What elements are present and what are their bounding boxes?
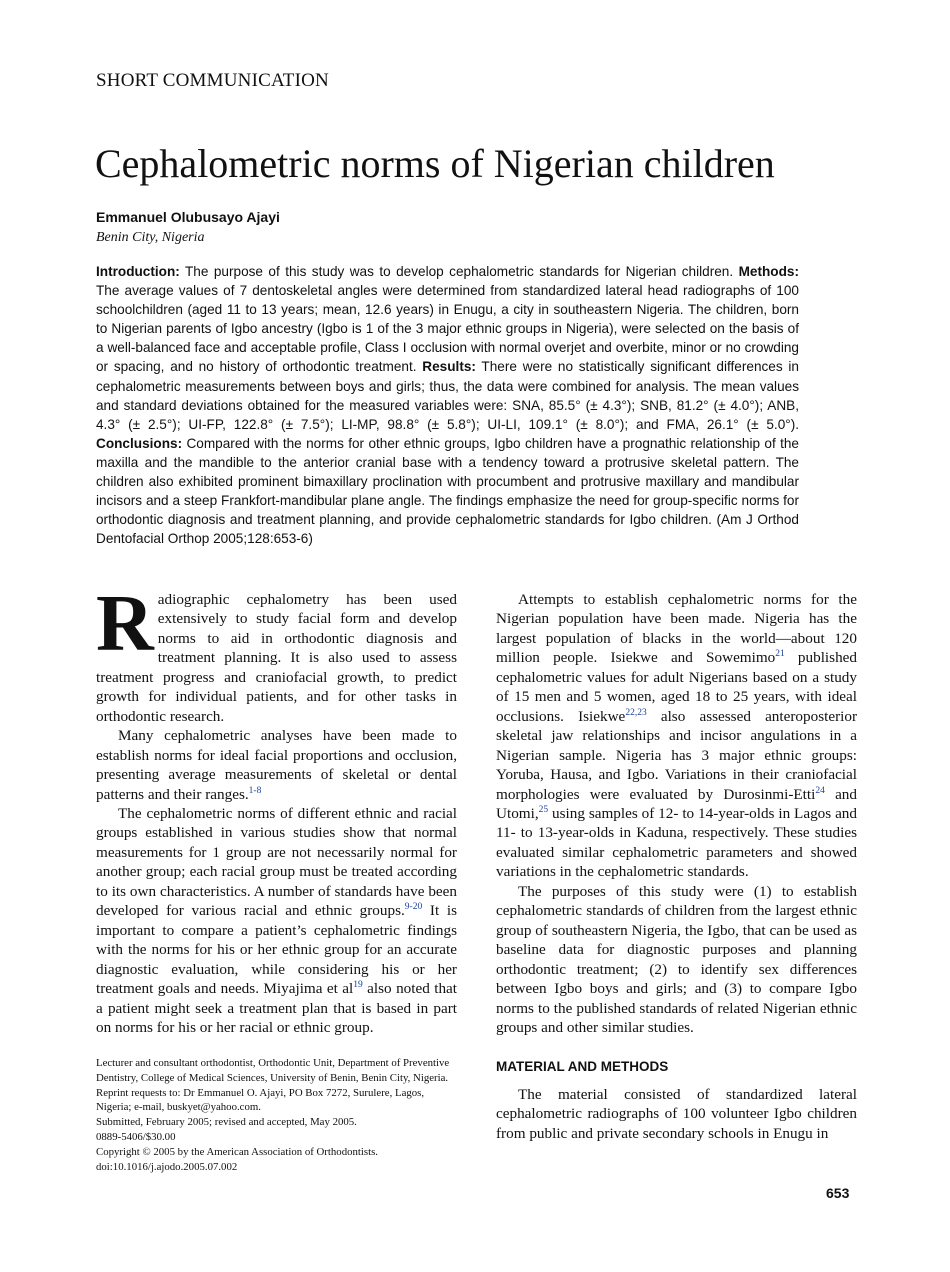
text-run: There were no statistically significant differences in cephalometric measurements between boys and girls; thus, the data were combined for analysis. The mean values and standard deviations obtained for the measured variables were: SNA, 85.5° (± 4.3°); SNB, 81.2° (± 4.0°); ANB, 4.3° (± 2.5°); UI-FP, 122.8° (± 7.5°); LI-MP, 98.8° (± 5.8°); UI-LI, 109.1° (± 8.0°); and FMA, 26.1° (± 5.0°). xyxy=(96,359,799,432)
citation-link[interactable]: 24 xyxy=(815,785,825,796)
text-run: The purpose of this study was to develop cephalometric standards for Nigerian children. xyxy=(179,264,739,279)
text-run: The cephalometric norms of different ethnic and racial groups established in various studies show that normal measurements for 1 group are not necessarily normal for another group; each racial group must be treated according to its own characteristics. A number of standards have been developed for various racial and ethnic groups. xyxy=(96,804,457,920)
text-run: and Utomi, xyxy=(496,785,857,822)
body-left-column xyxy=(96,580,458,1037)
paragraph xyxy=(96,726,457,804)
abstract-heading: Introduction: xyxy=(96,264,180,279)
paragraph xyxy=(496,590,857,882)
paragraph xyxy=(96,580,457,726)
paragraph xyxy=(496,1085,857,1143)
abstract xyxy=(96,262,799,548)
paragraph xyxy=(496,882,857,1038)
page-number: 653 xyxy=(826,1185,850,1201)
text-run: Compared with the norms for other ethnic groups, Igbo children have a prognathic relationship of the maxilla and the mandible to the anterior cranial base with a tendency toward a protrusive skeletal pattern. The children also exhibited prominent bimaxillary proclination with procumbent and protrusive maxillary and mandibular incisors and a steep Frankfort-mandibular plane angle. The findings emphasize the need for group-specific norms for orthodontic diagnosis and treatment planning, and provide cephalometric standards for Igbo children. (Am J Orthod Dentofacial Orthop 2005;128:653-6) xyxy=(96,435,799,547)
abstract-heading: Methods: xyxy=(738,264,799,279)
body-right-column xyxy=(496,590,857,1143)
text-run: Attempts to establish cephalometric norms for the Nigerian population have been made. Nigeria has the largest population of blacks in the world—about 120 million people. Isiekwe and Sowemimo xyxy=(496,591,857,667)
citation-link[interactable]: 22,23 xyxy=(625,707,647,718)
footnote-line: Lecturer and consultant orthodontist, Orthodontic Unit, Department of Preventive xyxy=(96,1057,450,1069)
footnote-line: Copyright © 2005 by the American Association of Orthodontists. xyxy=(96,1145,378,1158)
text-run: Many cephalometric analyses have been made to establish norms for ideal facial proportions and occlusion, presenting average measurements of skeletal or dental patterns and their ranges. xyxy=(96,727,457,803)
footnote-line: Nigeria; e-mail, buskyet@yahoo.com. xyxy=(96,1101,261,1114)
text-run: The material consisted of standardized lateral cephalometric radiographs of 100 volunteer Igbo children from public and private secondary schools in Enugu in xyxy=(496,1085,857,1142)
text-run: The average values of 7 dentoskeletal angles were determined from standardized lateral head radiographs of 100 schoolchildren (aged 11 to 13 years; mean, 12.6 years) in Enugu, a city in southeastern Nigeria. The children, born to Nigerian parents of Igbo ancestry (Igbo is 1 of the 3 major ethnic groups in Nigeria), were selected on the basis of a well-balanced face and acceptable profile, Class I occlusion with normal overjet and overbite, minor or no crowding or spacing, and no history of orthodontic treatment. xyxy=(96,283,799,375)
author-affiliation: Benin City, Nigeria xyxy=(96,230,205,245)
footnote-line: Submitted, February 2005; revised and accepted, May 2005. xyxy=(96,1116,357,1129)
abstract-heading: Conclusions: xyxy=(96,435,183,451)
text-run: using samples of 12- to 14-year-olds in Lagos and 11- to 13-year-olds in Kaduna, respectively. These studies evaluated similar cephalometric parameters and showed variations in the cephalometric standards. xyxy=(496,804,857,881)
article-title: Cephalometric norms of Nigerian children xyxy=(95,141,775,186)
abstract-heading: Results: xyxy=(422,359,476,375)
drop-cap: R xyxy=(96,580,154,668)
author-name: Emmanuel Olubusayo Ajayi xyxy=(96,209,280,225)
footnote-line: 0889-5406/$30.00 xyxy=(96,1130,176,1143)
citation-link[interactable]: 9-20 xyxy=(404,902,423,913)
footnote-line: doi:10.1016/j.ajodo.2005.07.002 xyxy=(96,1160,238,1173)
section-heading: MATERIAL AND METHODS xyxy=(496,1059,669,1075)
text-run: It is important to compare a patient’s cephalometric findings with the norms for his or her ethnic group for an accurate diagnostic evaluation, while considering his or her treatment goals and needs. Miyajima et al xyxy=(96,902,457,998)
citation-link[interactable]: 21 xyxy=(775,649,785,660)
footnotes xyxy=(96,1056,458,1174)
citation-link[interactable]: 25 xyxy=(538,804,549,815)
text-run: published cephalometric values for adult Nigerians based on a study of 15 men and 5 women, aged 18 to 25 years, with ideal occlusions. Isiekwe xyxy=(496,649,857,725)
text-run: also assessed anteroposterior skeletal jaw relationships and incisor angulations in a Nigerian sample. Nigeria has 3 major ethnic groups: Yoruba, Hausa, and Igbo. Variations in their craniofacial morphologies were evaluated by Durosinmi-Etti xyxy=(496,707,858,803)
section-label: SHORT COMMUNICATION xyxy=(96,70,329,91)
text-run: adiographic cephalometry has been used extensively to study facial form and develop norms to aid in orthodontic diagnosis and treatment planning. It is also used to assess treatment progress and craniofacial growth, to predict growth for individual patients, and for other tasks in orthodontic research. xyxy=(96,591,457,725)
footnote-line: Dentistry, College of Medical Sciences, University of Benin, Benin City, Nigeria. xyxy=(96,1071,449,1084)
text-run: The purposes of this study were (1) to establish cephalometric standards of children from the largest ethnic group of southeastern Nigeria, the Igbo, that can be used as baseline data for diagnostic purposes and planning orthodontic treatment; (2) to identify sex differences between Igbo boys and girls; and (3) to compare Igbo norms to the published standards of related Nigerian ethnic groups and other similar studies. xyxy=(496,882,857,1036)
paragraph xyxy=(96,804,457,1037)
citation-link[interactable]: 19 xyxy=(353,980,363,990)
text-run: also noted that a patient might seek a treatment plan that is based in part on norms for his or her racial or ethnic group. xyxy=(96,980,458,1036)
footnote-line: Reprint requests to: Dr Emmanuel O. Ajayi, PO Box 7272, Surulere, Lagos, xyxy=(96,1086,425,1099)
citation-link[interactable]: 1-8 xyxy=(248,785,262,796)
